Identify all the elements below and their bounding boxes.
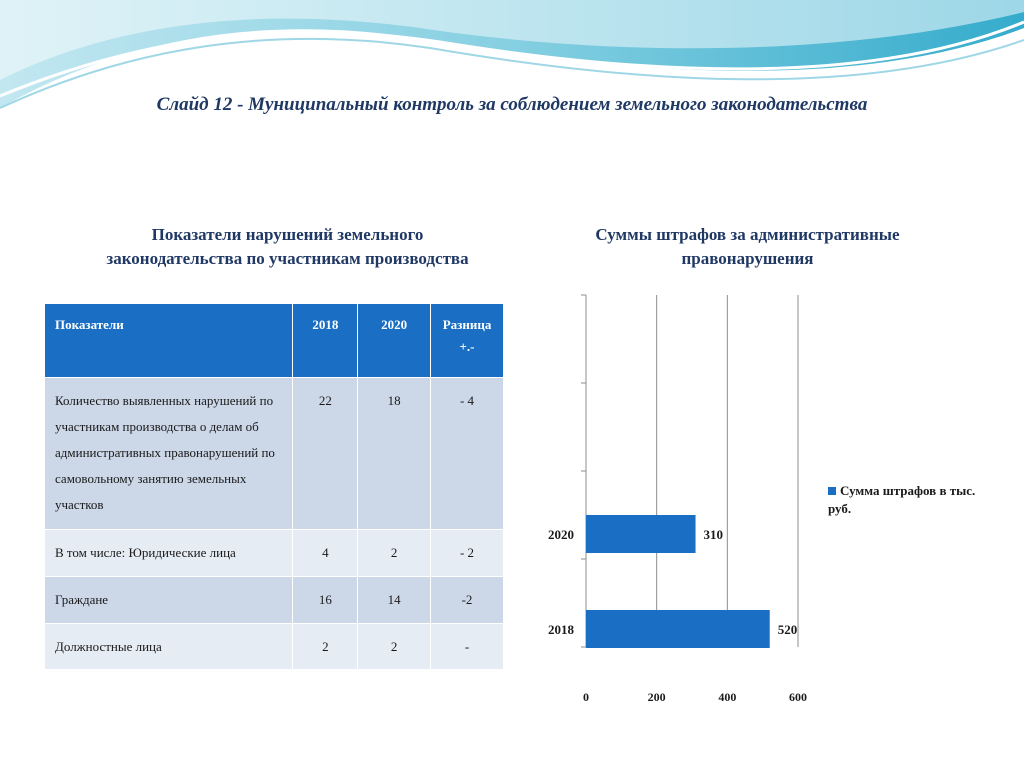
x-tick-label: 600 <box>789 690 807 704</box>
row-value-2018: 4 <box>293 530 358 577</box>
chart-subtitle-line1: Суммы штрафов за административные <box>595 225 900 244</box>
row-value-2018: 22 <box>293 378 358 530</box>
table-header-row <box>45 304 504 378</box>
table-row <box>45 378 504 530</box>
header-indicators: Показатели <box>45 304 293 378</box>
row-difference: - 2 <box>431 530 504 577</box>
bar <box>586 610 770 648</box>
row-value-2020: 14 <box>358 577 431 624</box>
row-label: В том числе: Юридические лица <box>45 530 293 577</box>
row-value-2020: 2 <box>358 624 431 670</box>
chart-subtitle-line2: правонарушения <box>681 249 814 268</box>
table-subtitle-line2: законодательства по участникам производства <box>106 249 469 268</box>
x-tick-label: 0 <box>583 690 589 704</box>
x-tick-label: 200 <box>647 690 666 704</box>
row-label: Количество выявленных нарушений по участникам производства о делам об административных правонарушений по самовольному занятию земельных участков <box>45 378 293 530</box>
row-value-2020: 2 <box>358 530 431 577</box>
y-category-label: 2020 <box>548 527 574 542</box>
row-value-2018: 2 <box>293 624 358 670</box>
row-difference: - 4 <box>431 378 504 530</box>
legend-swatch <box>828 487 836 495</box>
table-row <box>45 577 504 624</box>
row-difference: -2 <box>431 577 504 624</box>
legend-label: Сумма штрафов в тыс. руб. <box>828 483 976 516</box>
x-tick-label: 400 <box>718 690 737 704</box>
violations-table <box>44 303 504 670</box>
row-value-2020: 18 <box>358 378 431 530</box>
header-difference: Разница +.- <box>431 304 504 378</box>
row-value-2018: 16 <box>293 577 358 624</box>
chart-legend <box>828 482 978 518</box>
table-subtitle-line1: Показатели нарушений земельного <box>151 225 424 244</box>
slide-title: Слайд 12 - Муниципальный контроль за соблюдением земельного законодательства <box>156 94 868 115</box>
data-label: 520 <box>777 622 798 637</box>
chart-subtitle <box>540 223 955 271</box>
table-row <box>45 530 504 577</box>
row-label: Должностные лица <box>45 624 293 670</box>
row-label: Граждане <box>45 577 293 624</box>
bar <box>586 515 696 553</box>
header-2018: 2018 <box>293 304 358 378</box>
row-difference: - <box>431 624 504 670</box>
table-row <box>45 624 504 670</box>
table-subtitle <box>40 223 535 271</box>
header-2020: 2020 <box>358 304 431 378</box>
data-label: 310 <box>703 527 724 542</box>
y-category-label: 2018 <box>548 622 574 637</box>
